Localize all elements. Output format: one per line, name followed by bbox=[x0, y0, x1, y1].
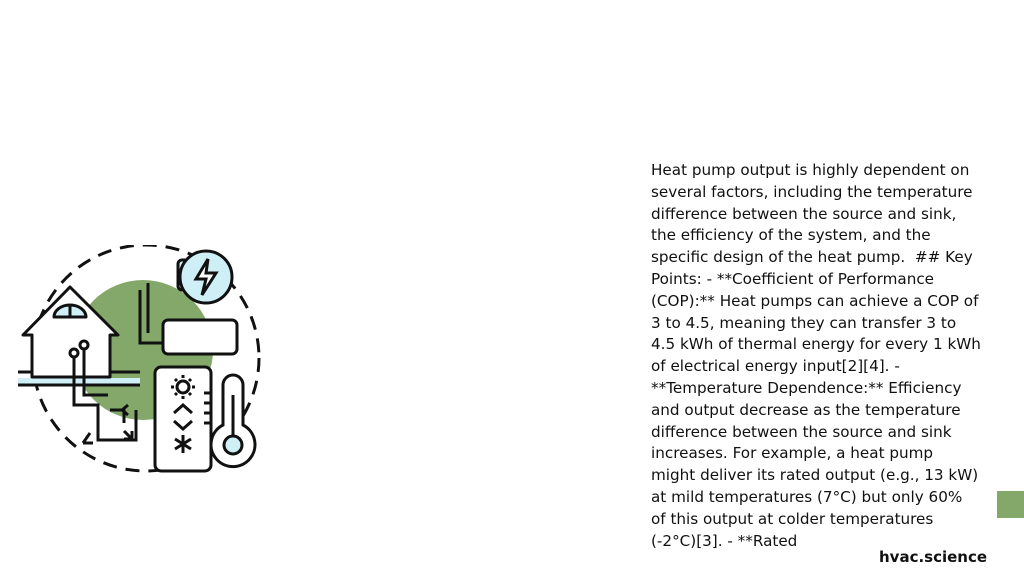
site-watermark: hvac.science bbox=[879, 548, 988, 566]
indoor-panel bbox=[155, 367, 211, 471]
thermometer-icon bbox=[211, 375, 255, 467]
heat-pump-illustration bbox=[18, 245, 268, 480]
article-text: Heat pump output is highly dependent on several factors, including the temperature difference between the source and sink, the efficiency of the system, and the specific design of the heat pump. ## Key Points: - **Coefficient of Performance (COP):** Heat pumps can achieve a COP of 3 to 4.5, meaning they can transfer 3 to 4.5 kWh of thermal energy for every 1 kWh of electrical energy input[2][4]. - **Temperature Dependence:** Efficiency and output decrease as the temperature difference between the source and sink increases. For example, a heat pump might deliver its rated output (e.g., 13 kW) at mild temperatures (7°C) but only 60% of this output at colder temperatures (-2°C)[3]. - **Rated bbox=[651, 161, 986, 550]
accent-block bbox=[997, 491, 1024, 518]
